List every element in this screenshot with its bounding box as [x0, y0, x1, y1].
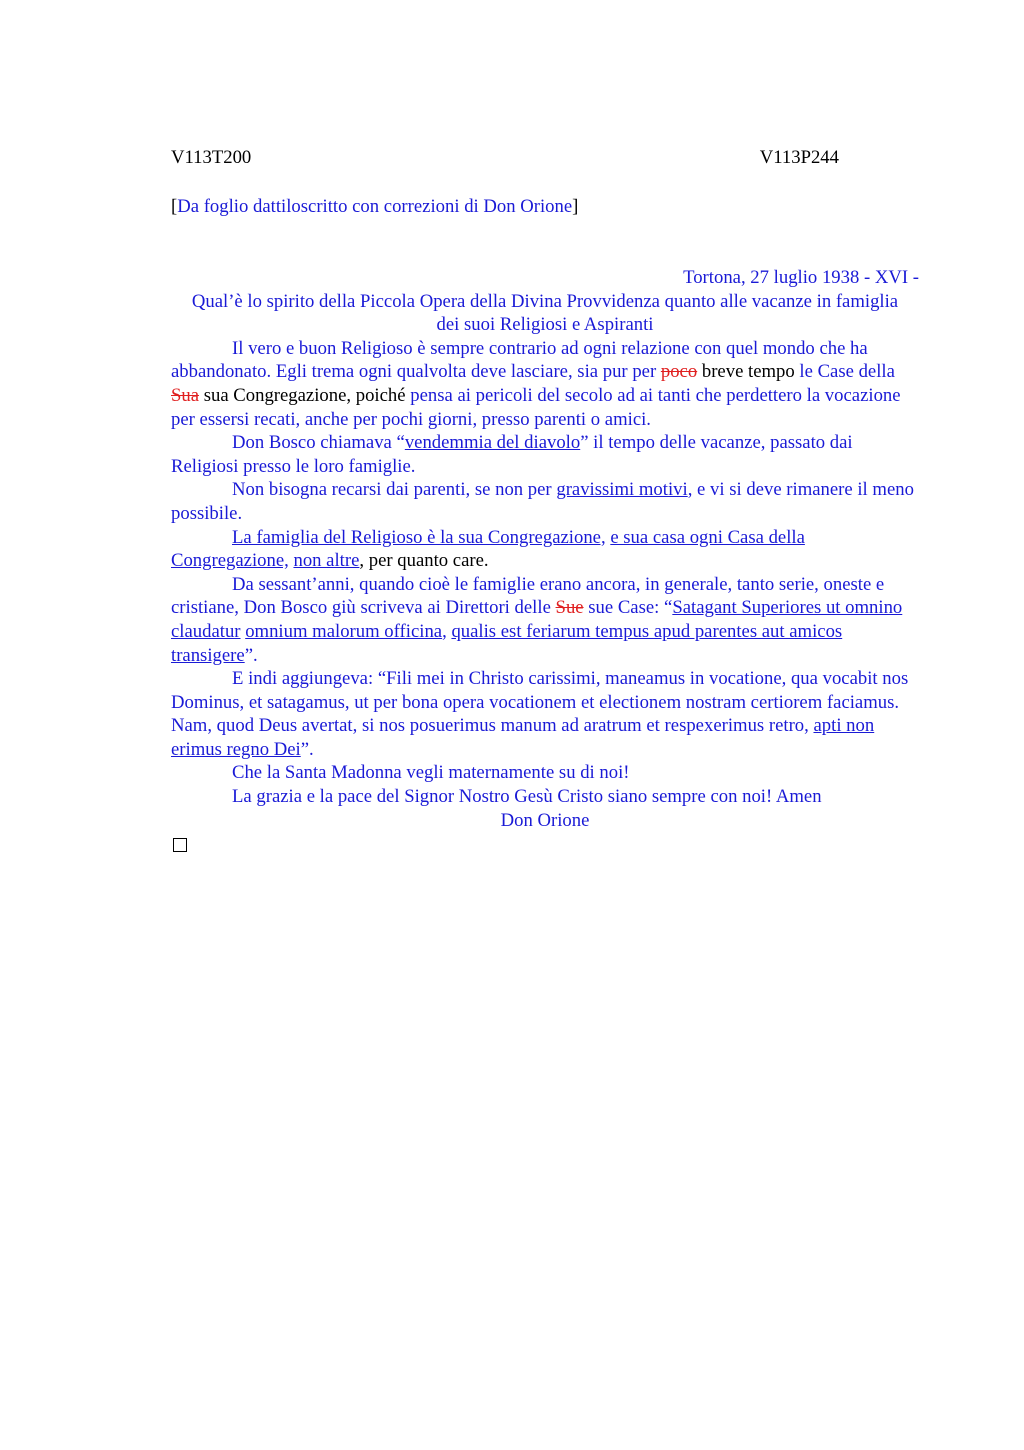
code-right: V113P244: [759, 147, 839, 168]
deleted-word: poco: [660, 361, 698, 383]
inserted-word: sua Congregazione, poiché: [199, 384, 406, 406]
underlined-phrase: apti non erimus regno Dei: [171, 715, 875, 760]
paragraph-3: Non bisogna recarsi dai parenti, se non per gravissimi motivi, e vi si deve rimanere il meno possibile.: [171, 479, 914, 524]
paragraph-6: E indi aggiungeva: “Fili mei in Christo carissimi, maneamus in vocatione, qua vocabit nos Dominus, et satagamus, ut per bona opera vocationem et electionem nostram certiorem faciamus. Nam, quod Deus avertat, si nos posuerimus manum ad aratrum et respexerimus retro, apti non erimus regno Dei”.: [171, 668, 909, 760]
letter-body: [171, 266, 919, 832]
paragraph-5: Da sessant’anni, quando cioè le famiglie erano ancora, in generale, tanto serie, oneste e cristiane, Don Bosco giù scriveva ai Direttori delle Sue sue Case: “Satagant Superiores ut omnino claudatur omnium malorum officina, qualis est feriarum tempus apud parentes aut amicos transigere”.: [171, 573, 903, 666]
source-note: [171, 195, 578, 219]
underlined-phrase: gravissimi motivi: [556, 479, 688, 501]
underlined-phrase: omnium malorum officina: [245, 620, 443, 642]
source-bracket-open: [: [171, 196, 178, 217]
underlined-phrase: Satagant Superiores ut omnino claudatur: [171, 597, 903, 642]
source-text: Da foglio dattiloscritto con correzioni di Don Orione: [177, 196, 573, 217]
underlined-phrase: non altre: [293, 550, 360, 572]
paragraph-1: Il vero e buon Religioso è sempre contrario ad ogni relazione con quel mondo che ha abbandonato. Egli trema ogni qualvolta deve lasciare, sia pur per poco breve tempo le Case della Sua sua Congregazione, poiché pensa ai pericoli del secolo ad ai tanti che perdettero la vocazione per essersi recati, anche per pochi giorni, presso parenti o amici.: [171, 337, 901, 430]
underlined-phrase: qualis est feriarum tempus apud parentes aut amicos transigere: [171, 620, 843, 666]
paragraph-4: La famiglia del Religioso è la sua Congregazione, e sua casa ogni Casa della Congregazione, non altre, per quanto care.: [171, 526, 805, 572]
paragraph-8: La grazia e la pace del Signor Nostro Gesù Cristo siano sempre con noi! Amen: [232, 786, 822, 808]
end-of-document-box-icon: [173, 838, 187, 852]
source-bracket-close: ]: [572, 196, 579, 217]
dateline: Tortona, 27 luglio 1938 - XVI -: [683, 267, 919, 288]
signature: Don Orione: [500, 809, 590, 831]
underlined-phrase: La famiglia del Religioso è la sua Congregazione,: [232, 526, 606, 548]
paragraph-7: Che la Santa Madonna vegli maternamente su di noi!: [232, 762, 630, 784]
underlined-phrase: vendemmia del diavolo: [404, 432, 581, 454]
underlined-phrase: e sua casa ogni Casa della Congregazione,: [171, 526, 805, 572]
inserted-word: breve tempo: [697, 361, 795, 383]
document-codes: [171, 146, 839, 170]
code-left: V113T200: [171, 147, 252, 168]
deleted-word: Sue: [555, 597, 584, 619]
paragraph-2: Don Bosco chiamava “vendemmia del diavolo” il tempo delle vacanze, passato dai Religiosi presso le loro famiglie.: [171, 432, 853, 477]
deleted-word: Sua: [171, 384, 200, 406]
letter-title: Qual’è lo spirito della Piccola Opera della Divina Provvidenza quanto alle vacanze in famiglia dei suoi Religiosi e Aspiranti: [191, 290, 899, 336]
